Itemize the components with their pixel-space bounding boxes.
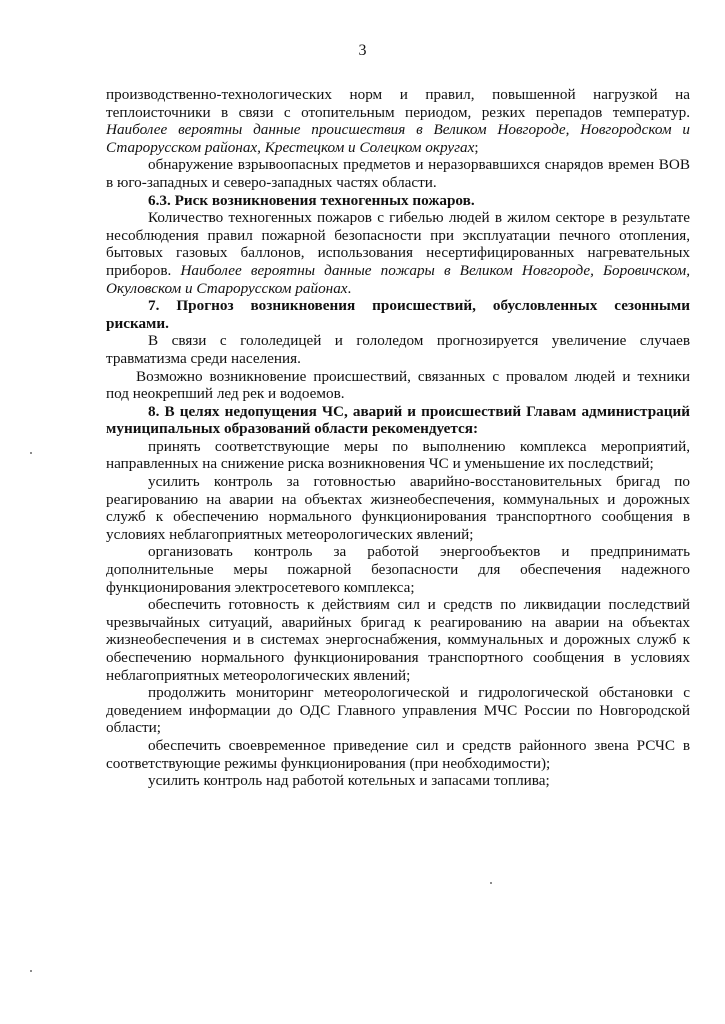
scan-speck	[30, 452, 32, 454]
paragraph-ice: В связи с гололедицей и гололедом прогнозируется увеличение случаев травматизма среди населения.	[106, 332, 690, 367]
recommendation-item: усилить контроль за готовностью аварийно-восстановительных бригад по реагированию на аварии на объектах жизнеобеспечения, коммунальных и дорожных служб к обеспечению нормального функционирования транспортного сообщения в условиях неблагоприятных метеорологических явлений;	[106, 473, 690, 543]
page-number: 3	[358, 42, 367, 59]
paragraph-fires	[106, 209, 690, 297]
paragraph-text: Количество техногенных пожаров с гибелью людей в жилом секторе в результате несоблюдения правил пожарной безопасности при эксплуатации печного отопления, бытовых газовых баллонов, использования несертифицированных нагревательных приборов.	[106, 209, 690, 279]
paragraph-emphasis: Наиболее вероятны данные пожары в Великом Новгороде, Боровичском, Окуловском и Старорусском районах	[106, 261, 690, 297]
paragraph-tail: .	[347, 279, 352, 297]
paragraph-emphasis: Наиболее вероятны данные происшествия в Великом Новгороде, Новгородском и Старорусском районах, Крестецком и Солецком округах	[106, 121, 690, 156]
paragraph-text: производственно-технологических норм и правил, повышенной нагрузкой на теплоисточники в связи с отопительным периодом, резких перепадов температур.	[106, 86, 690, 121]
paragraph-loads	[106, 86, 690, 156]
recommendation-item: принять соответствующие меры по выполнению комплекса мероприятий, направленных на снижение риска возникновения ЧС и уменьшение их последствий;	[106, 437, 690, 473]
paragraph-tail: ;	[474, 138, 479, 156]
recommendation-item: усилить контроль над работой котельных и запасами топлива;	[148, 772, 550, 790]
scan-speck	[490, 882, 492, 884]
scan-speck	[30, 970, 32, 972]
heading-7: 7. Прогноз возникновения происшествий, обусловленных сезонными рисками.	[106, 297, 690, 332]
heading-6-3: 6.3. Риск возникновения техногенных пожаров.	[148, 191, 475, 209]
document-body	[106, 86, 690, 790]
recommendation-item: обеспечить своевременное приведение сил и средств районного звена РСЧС в соответствующие режимы функционирования (при необходимости);	[106, 736, 690, 772]
heading-8: 8. В целях недопущения ЧС, аварий и происшествий Главам администраций муниципальных образований области рекомендуется:	[106, 402, 690, 438]
recommendation-item: обеспечить готовность к действиям сил и средств по ликвидации последствий чрезвычайных ситуаций, аварийных бригад к реагированию на аварии на объектах жизнеобеспечения и в системах энергоснабжения, коммунальных и дорожных служб к обеспечению нормального функционирования транспортного сообщения в условиях неблагоприятных метеорологических явлений;	[106, 596, 690, 684]
paragraph-explosives: обнаружение взрывоопасных предметов и неразорвавшихся снарядов времен ВОВ в юго-западных и северо-западных частях области.	[106, 156, 690, 191]
recommendation-item: организовать контроль за работой энергообъектов и предпринимать дополнительные меры пожарной безопасности для обеспечения надежного функционирования электросетевого комплекса;	[106, 543, 690, 596]
recommendation-item: продолжить мониторинг метеорологической и гидрологической обстановки с доведением информации до ОДС Главного управления МЧС России по Новгородской области;	[106, 684, 690, 737]
paragraph-thin-ice: Возможно возникновение происшествий, связанных с провалом людей и техники под неокрепший лед рек и водоемов.	[106, 367, 690, 403]
